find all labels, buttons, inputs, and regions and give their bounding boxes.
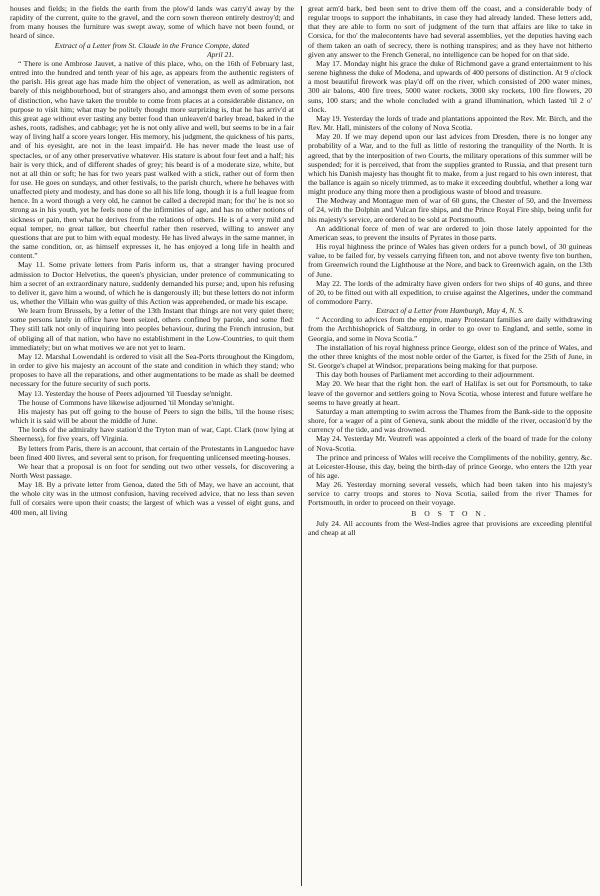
article-paragraph: The house of Commons have likewise adjourned 'til Monday se'nnight. — [18, 397, 235, 407]
article-paragraph: May 18. By a private letter from Genoa, dated the 5th of May, we have an account, that the whole city was in the utmost confusion, having received advice, that no less than seven full of corsairs were upon their coasts; the largest of which was a vessel of eight guns, and 400 men, all living — [10, 480, 294, 517]
article-paragraph: May 17. Monday night his grace the duke of Richmond gave a grand entertainment to his serene highness the duke of Modena, and upwards of 400 persons of distinction. At 9 o'clock a most beautiful firework was play'd off on the river, which consisted of 200 water mines, 300 air balons, 400 fire trees, 5000 water rockets, 3000 sky rockets, 100 fire flowers, 20 suns, 100 stars; and the whole concluded with a grand illumination, which lasted 'til 2 o' clock. — [308, 58, 592, 114]
article-paragraph: The lords of the admiralty have station'd the Tryton man of war, Capt. Clark (now lying at Sheerness), for five years, off Virginia. — [10, 425, 294, 444]
article-paragraph: We learn from Brussels, by a letter of the 13th Instant that things are not very quiet there; some persons lately in office have been seized, others confined by parole, and some fled: They still talk not only of inquiring into peoples behaviour, during the French intrusion, but of obliging all of that nation, who have no establishment in the Low-Countries, to quit them immediately; but on what motives we are not yet to learn. — [10, 306, 294, 352]
article-paragraph: May 24. Yesterday Mr. Veutrefi was appointed a clerk of the board of trade for the colony of Nova-Scotia. — [308, 434, 592, 453]
article-paragraph: The installation of his royal highness prince George, eldest son of the prince of Wales, and the other three knights of the most noble order of the Garter, is fixed for the 25th of June, in St. George's chapel at Windsor, preparations being making for that purpose. — [308, 342, 592, 371]
letter-date: April 21. — [206, 49, 234, 59]
article-paragraph: An additional force of men of war are ordered to join those lately appointed for the American seas, to prevent the insults of Pyrates in those parts. — [308, 223, 592, 242]
right-column — [308, 4, 592, 890]
article-paragraph: His royal highness the prince of Wales has given orders for a punch bowl, of 30 guineas value, to be failed for, by vessels carrying fifteen ton, and not above twenty five ton burthen, from Greenwich round the Lighthouse at the Nore, and back to Greenwich again, on the 13th of June. — [308, 242, 592, 279]
article-paragraph: May 11. Some private letters from Paris inform us, that a stranger having procured admission to Doctor Helvetius, the queen's physician, under pretence of communicating to him a secret of an extraordinary nature, suddenly demanded his purse; and, upon his refusing to deliver it, gave him a wound, of which he is dangerously ill; but these letters do not inform us, whether the Villain who was guilty of this Action was apprehended, or made his escape. — [10, 260, 294, 306]
article-paragraph: This day both houses of Parliament met according to their adjournment. — [316, 370, 535, 380]
article-paragraph: By letters from Paris, there is an account, that certain of the Protestants in Languedoc have been fined 400 livres, and several sent to prison, for frequenting unlicensed meeting-houses. — [10, 443, 294, 462]
article-paragraph: May 20. We hear that the right hon. the earl of Halifax is set out for Portsmouth, to take leave of the governor and settlers going to Nova Scotia, whose interest and future welfare he seems to have greatly at heart. — [308, 379, 592, 407]
article-paragraph: May 26. Yesterday morning several vessels, which had been taken into his majesty's service to carry troops and stores to Nova Scotia, sailed from the river Thames for Portsmouth, in order to proceed on their voyage. — [308, 480, 592, 508]
continued-text: great arm'd bark, bed been sent to drive them off the coast, and a considerable body of regular troops to support the inhabitants, in case they had already landed. These letters add, that they are able to form no sort of judgment of the turn that affairs are like to take in Corsica, for tho' the malecontents have had several assemblies, yet the deputies having each of them taken an oath of secrecy, there is nothing transpires; and as they have not hitherto given any answer to the French General, no intelligence can be hoped for on that side. — [308, 4, 592, 59]
article-paragraph: Saturday a man attempting to swim across the Thames from the Bank-side to the opposite shore, for a wager of a pint of Geneva, sunk about the middle of the river, occasion'd by the currency of the tide, and was drowned. — [308, 406, 592, 435]
article-paragraph: May 20. If we may depend upon our last advices from Dresden, there is no longer any probability of a War, and to the full as little of restoring the tranquility of the North. It is agreed, that by the interposition of two Courts, the military operations of this summer will be suspended; for it is perceived, that from the supplies granted to Russia, and that present turn which his Danish majesty has thought fit to make, from a just regard to his own interest, that the ballance is again so nicely trimmed, as to make it exceeding doubtful, whether a long war might produce any thing more then a prodigious waste of blood and treasure. — [308, 132, 592, 197]
article-paragraph: We hear that a proposal is on foot for sending out two other vessels, for discovering a North West passage. — [10, 461, 294, 480]
section-heading-boston: B O S T O N. — [411, 508, 489, 518]
column-divider — [301, 6, 302, 886]
article-paragraph: “ According to advices from the empire, many Protestant families are daily withdrawing from the Archbishoprick of Saltzburg, in order to go over to England, and settle, some in Georgia, and some in Nova Scotia.” — [308, 315, 592, 343]
continued-text: houses and fields; in the fields the earth from the plow'd lands was carry'd away by the rapidity of the current, quite to the gravel, and the corn sown thereon entirely destroy'd; and from many houses the furniture was swept away, some of which have not been found, or heard of since. — [10, 4, 294, 41]
article-paragraph: “ There is one Ambrose Jauvet, a native of this place, who, on the 16th of February last, entred into the hundred and tenth year of his age, as appears from the authentic registers of the parish. His great age has made him the object of veneration, as well as admiration, not barely of this neighbourhood, but of strangers also, and amongst them even of some persons of distinction, who have taken the trouble to come from places at a considerable distance, on purpose to visit him; what may be politely thought more surprizing is, that he has arriv'd at this great age without ever tasting any better food than unleaven'd barley bread, baked in the ashes, roots, radishes, and cabbage; yet he is not only alive and well, but seems to be in a fair way of living half a score years longer. His memory, his judgment, the quickness of his parts, and of his eyesight, are not in the least impair'd. He has never made the least use of spectacles, or of any other preservative whatever. His stature is about four feet and a half; his hair is very thick, and of different shades of grey; his beard is of a moderate size, white, but not at all thin or soft; he has for two years past walked with a stick, rather out of form then for use. He goes on sundays, and other festivals, to the parish church, where he behaves with unaffected piety and modesty, and has done so all his life long, though it is a full league from hence. In a word though a very old, he cannot be called a decrepid man; for tho' he is not so strong as in his youth, yet he feels none of the infirmities of age, and has no other notions of sickness or pain, then what he derives from the relations of others. He is of a very mild and equal temper, no great talker, but cheerful rather then reserved, willing to answer any questions that are put to him with equal modesty. He has lived always in the same manner, in the same condition, or, as himself expresses it, he has enjoyed a long life in health and content.” — [10, 58, 294, 261]
article-paragraph: The Medway and Montague men of war of 60 guns, the Chester of 50, and the Inverness of 24, with the Dolphin and Vulcan fire ships, and the Prince Royal Fire ship, being unfit for his majesty's service, are ordered to be sold at Portsmouth. — [308, 196, 592, 224]
letter-heading: Extract of a Letter from Hamburgh, May 4, N. S. — [376, 306, 524, 316]
article-paragraph: May 12. Marshal Lowendahl is ordered to visit all the Sea-Ports throughout the Kingdom, in order to give his majesty an account of the state and condition in which they stand; who proposes to have all the reparations, and other augmentations to be made as shall be deemed necessary for the future security of such ports. — [10, 351, 294, 389]
columns — [10, 4, 592, 890]
letter-heading: Extract of a Letter from St. Claude in the France Compte, dated — [54, 40, 250, 50]
article-paragraph: May 19. Yesterday the lords of trade and plantations appointed the Rev. Mr. Birch, and the Rev. Mr. Hall, ministers of the colony of Nova Scotia. — [308, 113, 592, 133]
article-paragraph: July 24. All accounts from the West-Indies agree that provisions are exceeding plentiful and cheap at all — [308, 518, 592, 537]
article-paragraph: May 22. The lords of the admiralty have given orders for two ships of 40 guns, and three of 20, to be fitted out with all expedition, to cruise against the Algerines, under the command of commodore Parry. — [308, 278, 592, 306]
article-paragraph: May 13. Yesterday the house of Peers adjourned 'til Tuesday se'nnight. — [18, 388, 233, 398]
article-paragraph: The prince and princess of Wales will receive the Compliments of the nobility, gentry, &c. at Leicester-House, this day, being the birth-day of prince George, who enters the 12th year of his age. — [308, 452, 592, 480]
left-column — [10, 4, 294, 890]
article-paragraph: His majesty has put off going to the house of Peers to sign the bills, 'til the house rises; which it is said will be about the middle of June. — [10, 406, 294, 426]
